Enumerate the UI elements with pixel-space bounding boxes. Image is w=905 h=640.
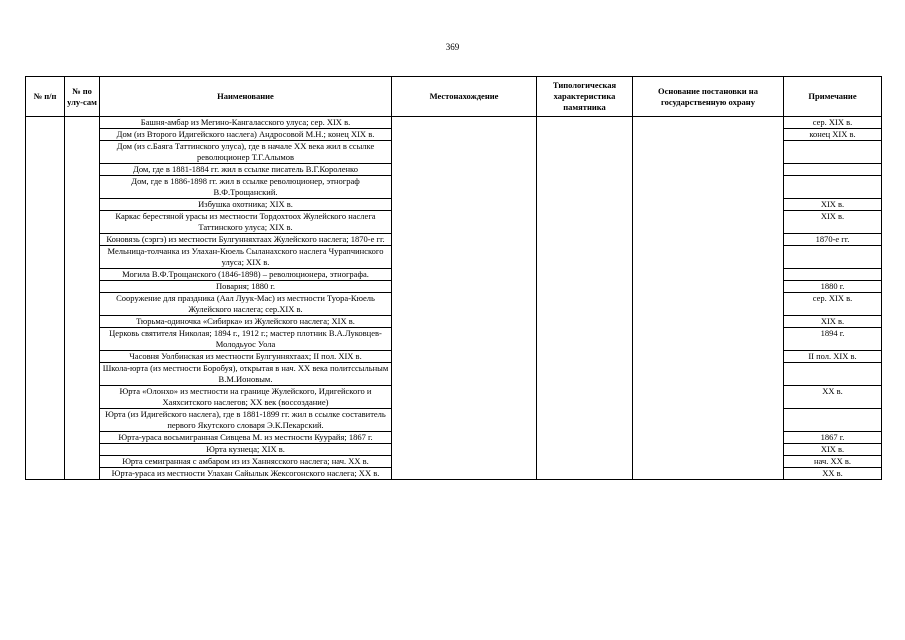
cell-name: Школа-юрта (из местности Боробуя), открытая в нач. XX века политссыльным В.М.Ионовым.: [100, 363, 392, 386]
header-location: Местонахождение: [392, 77, 537, 117]
cell-name: Юрта-ураса из местности Улахан Сайылык Жексогонского наслега; XX в.: [100, 468, 392, 480]
cell-name: Дом (из с.Баяга Таттинского улуса), где в начале XX века жил в ссылке революционер Т.Г.Алымов: [100, 141, 392, 164]
table-row: [26, 117, 882, 129]
page-number: 369: [445, 42, 460, 52]
cell-name: Юрта-ураса восьмигранная Сивцева М. из местности Куурайя; 1867 г.: [100, 432, 392, 444]
cell-location: [392, 117, 537, 480]
cell-name: Каркас берестяной урасы из местности Тордохтоох Жулейского наслега Таттинского улуса; XIX в.: [100, 211, 392, 234]
cell-name: Дом, где в 1886-1898 гг. жил в ссылке революционер, этнограф В.Ф.Трощанский.: [100, 176, 392, 199]
cell-note: [784, 409, 882, 432]
header-local-num: № по улу-сам: [65, 77, 100, 117]
header-note: Примечание: [784, 77, 882, 117]
cell-note: [784, 269, 882, 281]
cell-note: 1867 г.: [784, 432, 882, 444]
cell-name: Юрта (из Идигейского наслега), где в 1881-1899 гг. жил в ссылке составитель первого Якутского словаря Э.К.Пекарский.: [100, 409, 392, 432]
table-body: [26, 117, 882, 480]
cell-note: конец XIX в.: [784, 129, 882, 141]
cell-name: Сооружение для праздника (Аал Луук-Мас) из местности Туора-Кюель Жулейского наслега; сер.XIX в.: [100, 293, 392, 316]
cell-note: нач. XX в.: [784, 456, 882, 468]
cell-name: Избушка охотника; XIX в.: [100, 199, 392, 211]
cell-note: XIX в.: [784, 211, 882, 234]
cell-note: XIX в.: [784, 444, 882, 456]
cell-name: Коновязь (сэргэ) из местности Булгунняхтаах Жулейского наслега; 1870-е гг.: [100, 234, 392, 246]
header-basis: Основание постановки на государственную охрану: [633, 77, 784, 117]
cell-name: Могила В.Ф.Трощанского (1846-1898) – революционера, этнографа.: [100, 269, 392, 281]
cell-name: Дом, где в 1881-1884 гг. жил в ссылке писатель В.Г.Короленко: [100, 164, 392, 176]
cell-note: 1870-е гг.: [784, 234, 882, 246]
cell-name: Юрта «Олонхо» из местности на границе Жулейского, Идигейского и Хаяхситского наслегов; XX век (воссоздание): [100, 386, 392, 409]
monuments-table: [25, 76, 882, 480]
cell-typology: [537, 117, 633, 480]
cell-note: XX в.: [784, 468, 882, 480]
cell-note: II пол. XIX в.: [784, 351, 882, 363]
cell-note: [784, 176, 882, 199]
cell-name: Часовня Уолбинская из местности Булгунняхтаах; II пол. XIX в.: [100, 351, 392, 363]
cell-note: XX в.: [784, 386, 882, 409]
cell-note: XIX в.: [784, 199, 882, 211]
cell-name: Юрта семигранная с амбаром из из Ханнясского наслега; нач. XX в.: [100, 456, 392, 468]
cell-note: 1894 г.: [784, 328, 882, 351]
header-name: Наименование: [100, 77, 392, 117]
cell-num: [26, 117, 65, 480]
cell-note: [784, 246, 882, 269]
cell-name: Дом (из Второго Идигейского наслега) Андросовой М.Н.; конец XIX в.: [100, 129, 392, 141]
cell-local-num: [65, 117, 100, 480]
cell-note: 1880 г.: [784, 281, 882, 293]
cell-name: Юрта кузнеца; XIX в.: [100, 444, 392, 456]
header-typology: Типологическая характеристика памятника: [537, 77, 633, 117]
cell-basis: [633, 117, 784, 480]
cell-note: [784, 164, 882, 176]
cell-note: сер. XIX в.: [784, 117, 882, 129]
cell-name: Поварня; 1880 г.: [100, 281, 392, 293]
cell-note: [784, 141, 882, 164]
cell-note: сер. XIX в.: [784, 293, 882, 316]
header-num: № п/п: [26, 77, 65, 117]
cell-name: Мельница-толчанка из Улахан-Кюель Сыланахского наслега Чурапчинского улуса; XIX в.: [100, 246, 392, 269]
cell-name: Тюрьма-одиночка «Сибирка» из Жулейского наслега; XIX в.: [100, 316, 392, 328]
cell-name: Башня-амбар из Мегино-Кангаласского улуса; сер. XIX в.: [100, 117, 392, 129]
header-row: [26, 77, 882, 117]
cell-name: Церковь святителя Николая; 1894 г., 1912 г.; мастер плотник В.А.Луковцев-Молодьуос Уола: [100, 328, 392, 351]
cell-note: [784, 363, 882, 386]
cell-note: XIX в.: [784, 316, 882, 328]
